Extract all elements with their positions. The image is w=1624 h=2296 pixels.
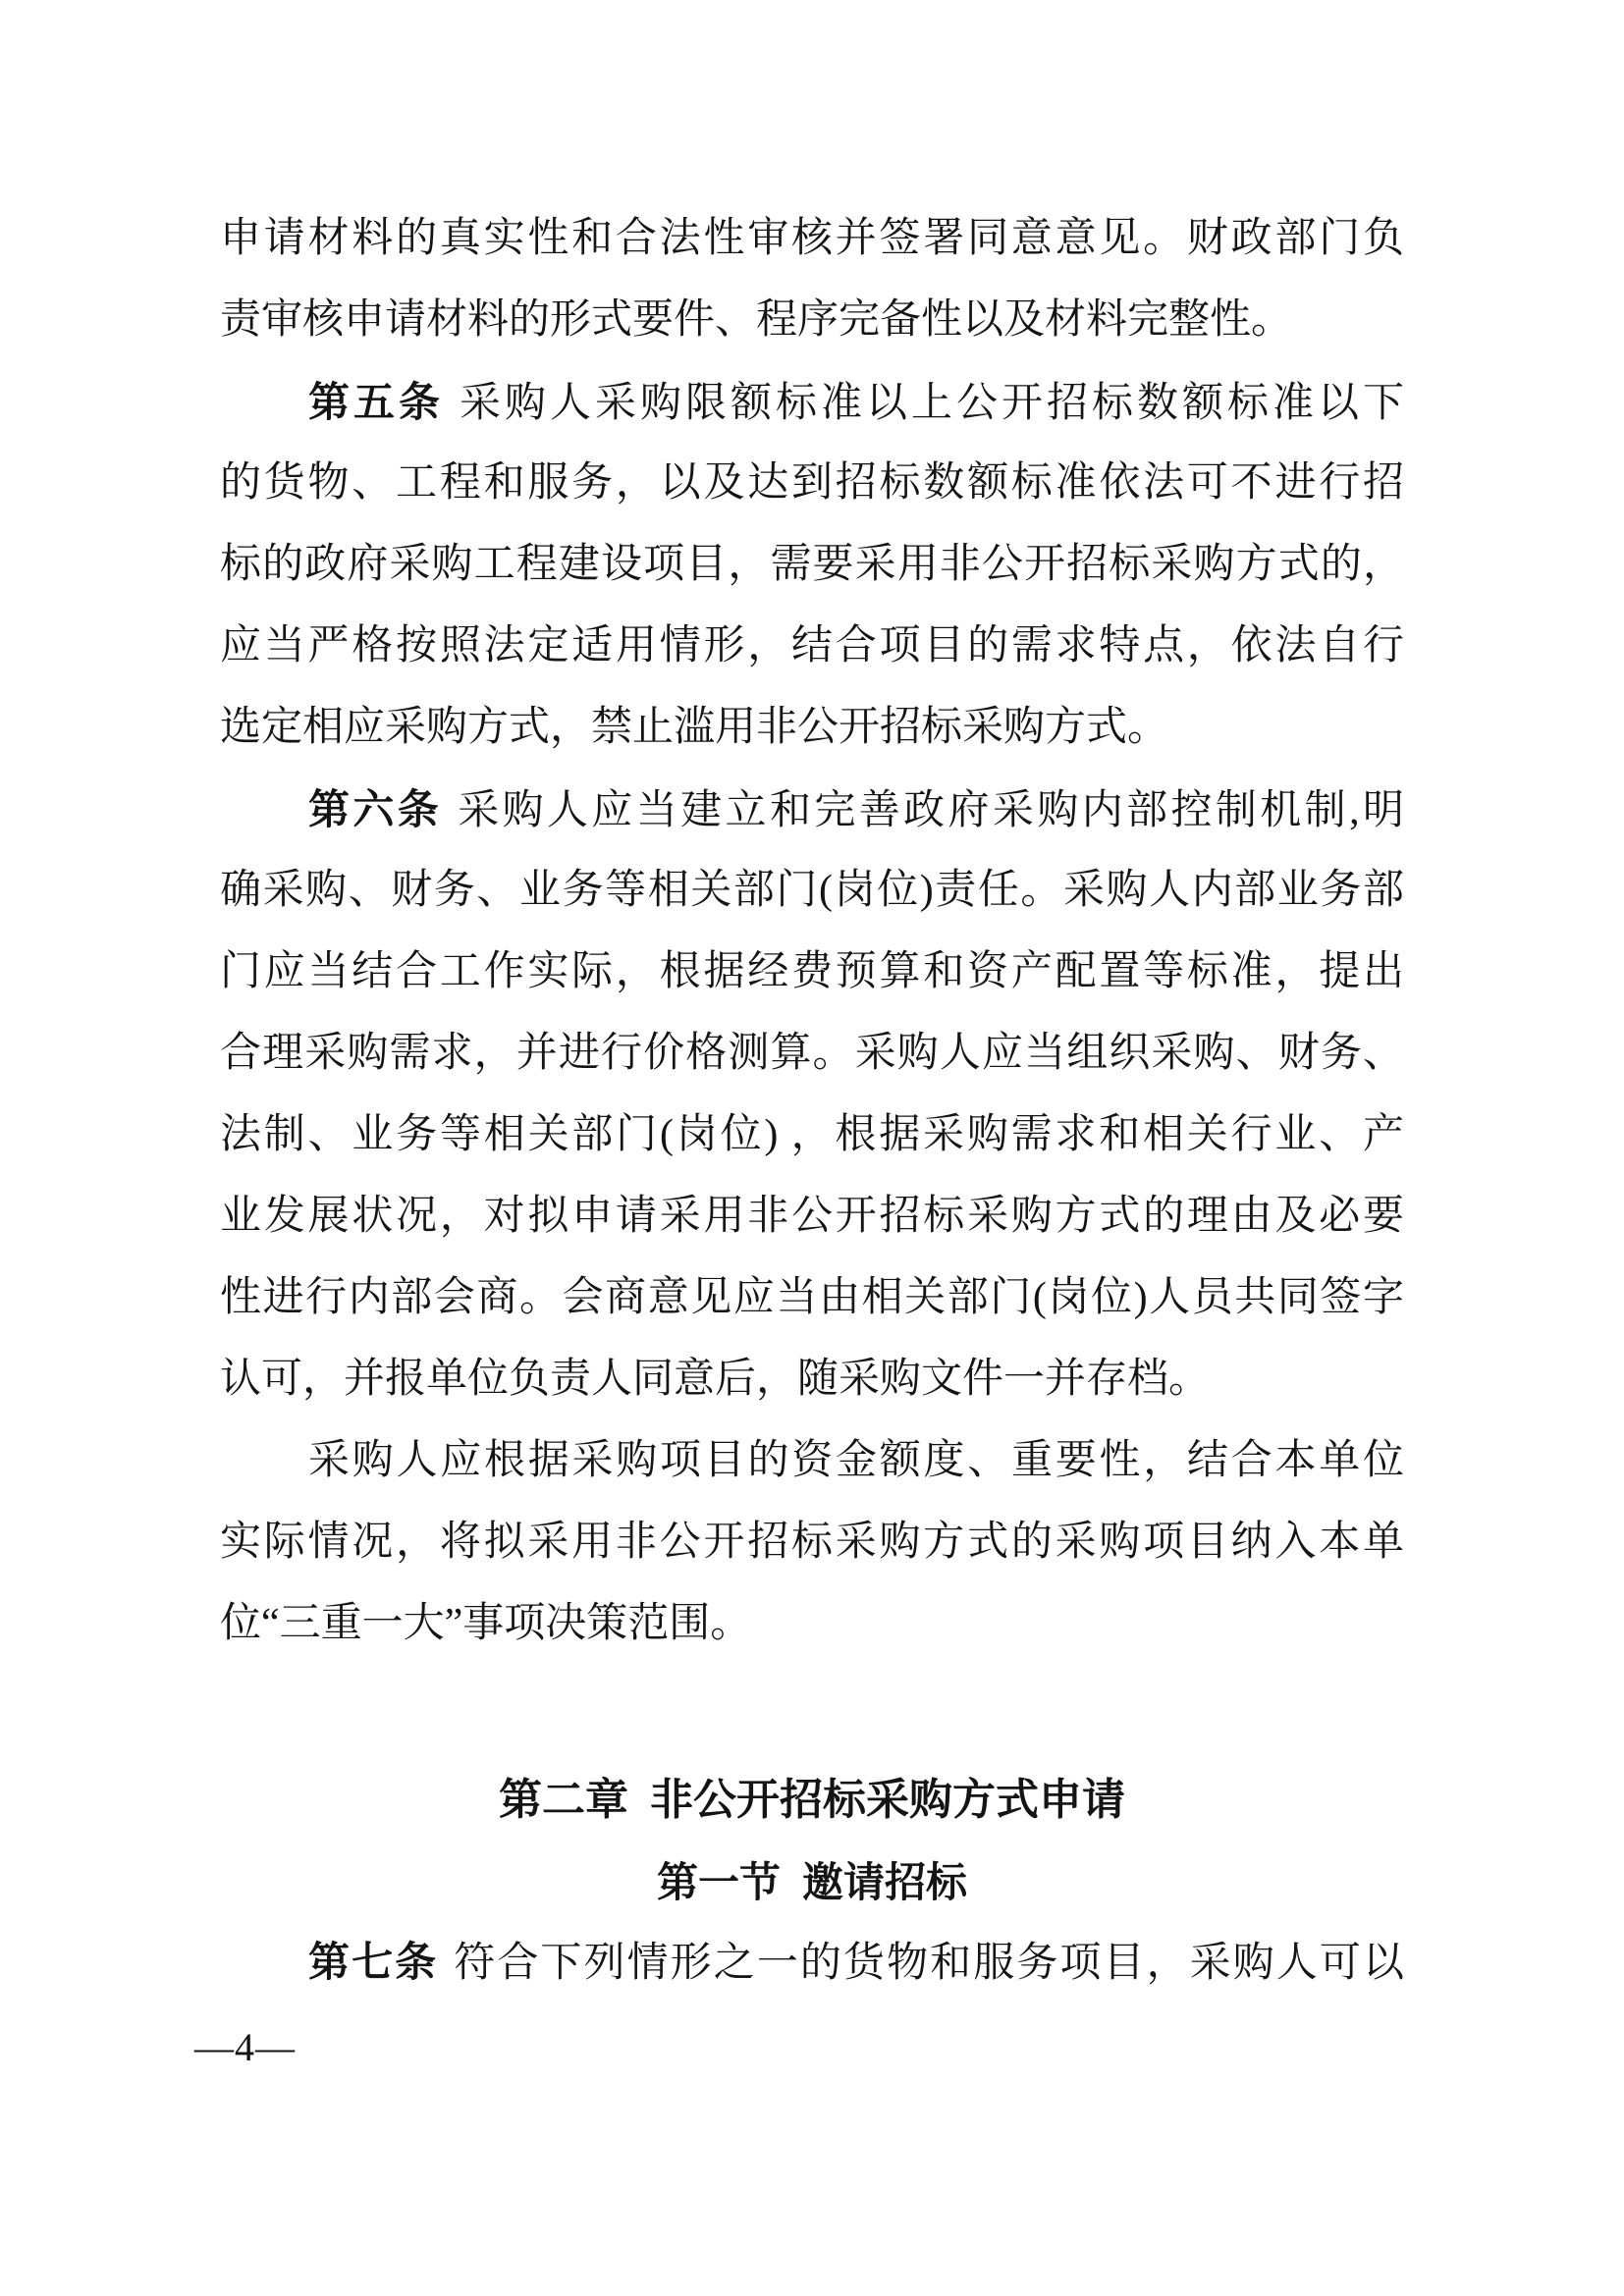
line-text: 选定相应采购方式，禁止滥用非公开招标采购方式。 [220,705,1169,750]
line-text: 的货物、工程和服务，以及达到招标数额标准依法可不进行招 [220,460,1404,506]
text-line [220,1502,1404,1583]
article-5-label: 第五条 [308,379,444,425]
text-line [220,1339,1404,1420]
line-text: 业发展状况，对拟申请采用非公开招标采购方式的理由及必要 [220,1194,1404,1239]
text-line [220,361,1404,443]
line-text: 位“三重一大”事项决策范围。 [220,1601,752,1646]
text-line [220,1420,1404,1502]
text-line [220,1095,1404,1176]
text-line [220,443,1404,524]
article-7-paragraph [220,1921,1404,2002]
text-line [220,850,1404,932]
text-line [220,280,1404,361]
line-text: 标的政府采购工程建设项目，需要采用非公开招标采购方式的， [220,542,1404,587]
body-text [220,198,1404,1665]
text-line [220,769,1404,850]
text-line [220,606,1404,687]
line-text: 性进行内部会商。会商意见应当由相关部门(岗位)人员共同签字 [220,1275,1404,1320]
chapter-title: 非公开招标采购方式申请 [650,1776,1125,1824]
section-title: 邀请招标 [802,1859,968,1905]
line-text: 符合下列情形之一的货物和服务项目，采购人可以 [454,1941,1404,1986]
text-line [220,687,1404,769]
text-line [220,1176,1404,1257]
section-1-heading [220,1842,1404,1923]
line-text: 申请材料的真实性和合法性审核并签署同意意见。财政部门负 [220,216,1404,261]
text-line [220,932,1404,1013]
text-line [220,1921,1404,2002]
article-6-label: 第六条 [308,786,443,832]
text-line [220,1583,1404,1665]
line-text: 法制、业务等相关部门(岗位) ，根据采购需求和相关行业、产 [220,1112,1404,1157]
line-text: 采购人应根据采购项目的资金额度、重要性，结合本单位 [308,1438,1404,1483]
line-text: 门应当结合工作实际，根据经费预算和资产配置等标准，提出 [220,949,1404,994]
line-text: 采购人采购限额标准以上公开招标数额标准以下 [460,381,1404,426]
article-7-label: 第七条 [308,1939,439,1985]
text-line [220,198,1404,280]
line-text: 认可，并报单位负责人同意后，随采购文件一并存档。 [220,1357,1211,1402]
line-text: 合理采购需求，并进行价格测算。采购人应当组织采购、财务、 [220,1031,1404,1076]
chapter-number: 第二章 [499,1776,628,1824]
line-text: 责审核申请材料的形式要件、程序完备性以及材料完整性。 [220,297,1293,343]
line-text: 采购人应当建立和完善政府采购内部控制机制,明 [458,788,1404,833]
line-text: 应当严格按照法定适用情形，结合项目的需求特点，依法自行 [220,623,1404,668]
line-text: 确采购、财务、业务等相关部门(岗位)责任。采购人内部业务部 [220,868,1404,913]
text-line [220,1257,1404,1339]
text-line [220,1013,1404,1095]
line-text: 实际情况，将拟采用非公开招标采购方式的采购项目纳入本单 [220,1520,1404,1565]
page-number: —4— [194,2025,296,2069]
chapter-2-heading [220,1759,1404,1841]
text-line [220,524,1404,606]
section-number: 第一节 [656,1859,781,1905]
